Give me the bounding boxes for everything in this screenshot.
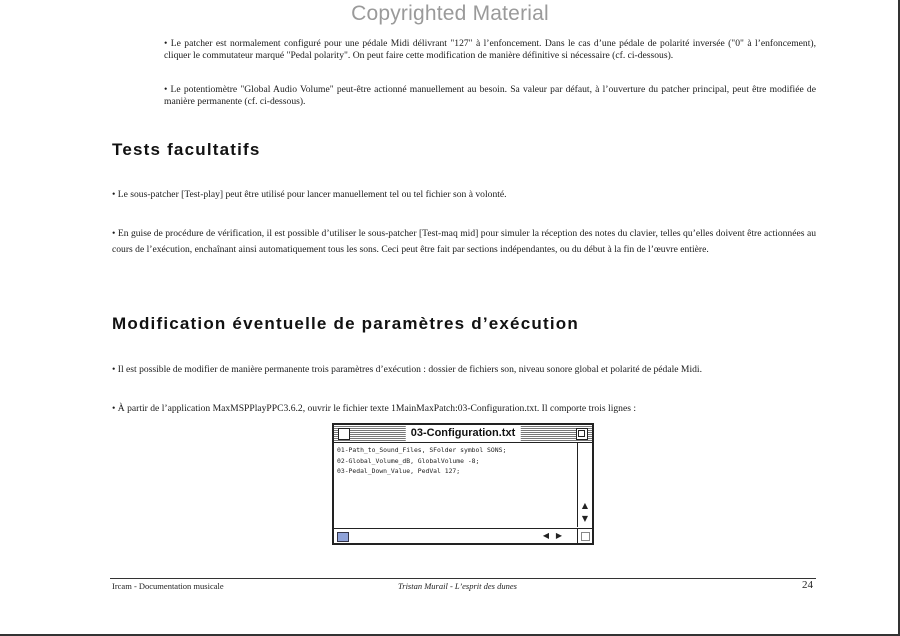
footer-rule (110, 578, 816, 579)
footer-center: Tristan Murail - L’esprit des dunes (398, 581, 517, 591)
scroll-right-arrow-icon[interactable]: ▶ (555, 531, 563, 540)
window-title-bar[interactable] (334, 425, 592, 443)
section-heading-tests: Tests facultatifs (112, 140, 261, 159)
horizontal-scrollbar[interactable] (334, 528, 578, 543)
paragraph: • Le sous-patcher [Test-play] peut être utilisé pour lancer manuellement tel ou tel fichier son à volonté. (112, 189, 507, 200)
paragraph: • À partir de l’application MaxMSPPlayPPC3.6.2, ouvrir le fichier texte 1MainMaxPatch:03-Configuration.txt. Il comporte trois lignes : (112, 403, 637, 414)
scroll-left-arrow-icon[interactable]: ◀ (542, 531, 550, 540)
intro-bullet: • Le potentiomètre "Global Audio Volume" peut-être actionné manuellement au besoin. Sa valeur par défaut, à l’ouverture du patcher principal, peut être modifiée de manière permanente (cf. ci-dessous). (164, 84, 816, 107)
intro-bullet: • Le patcher est normalement configuré pour une pédale Midi délivrant "127" à l’enfoncement. Dans le cas d’une pédale de polarité inversée ("0" à l’enfoncement), cliquer le commutateur marqué "Pedal polarity". On peut faire cette modification de manière définitive si nécessaire (cf. ci-dessous). (164, 38, 816, 61)
scroll-down-arrow-icon[interactable]: ▼ (581, 514, 589, 523)
config-line: 01-Path_to_Sound_Files, SFolder symbol SONS; (337, 446, 507, 454)
config-file-window (332, 423, 594, 545)
section-heading-modification: Modification éventuelle de paramètres d’exécution (112, 314, 579, 333)
size-box-icon[interactable] (577, 528, 592, 543)
page-number: 24 (802, 579, 813, 591)
footer-left: Ircam - Documentation musicale (112, 581, 224, 591)
config-line: 03-Pedal_Down_Value, PedVal 127; (337, 467, 461, 475)
paragraph: • En guise de procédure de vérification, il est possible d’utiliser le sous-patcher [Test-maq mid] pour simuler la réception des notes du clavier, telles qu’elles doivent être actionnées au cours de l’exécution, enchaînant ainsi automatiquement tous les sons. Ceci peut être fait par sections indépendantes, ou du début à la fin de l’œuvre entière. (112, 228, 816, 255)
close-box-icon[interactable] (338, 428, 350, 440)
vertical-scrollbar[interactable] (577, 443, 592, 527)
scroll-up-arrow-icon[interactable]: ▲ (581, 501, 589, 510)
copyright-watermark: Copyrighted Material (351, 2, 549, 25)
config-text-content[interactable] (337, 445, 573, 527)
scroll-thumb[interactable] (337, 532, 349, 542)
config-line: 02-Global_Volume_dB, GlobalVolume -8; (337, 456, 480, 465)
window-title: 03-Configuration.txt (406, 425, 521, 442)
paragraph: • Il est possible de modifier de manière permanente trois paramètres d’exécution : dossier de fichiers son, niveau sonore global et polarité de pédale Midi. (112, 364, 702, 375)
zoom-box-icon[interactable] (576, 428, 588, 440)
